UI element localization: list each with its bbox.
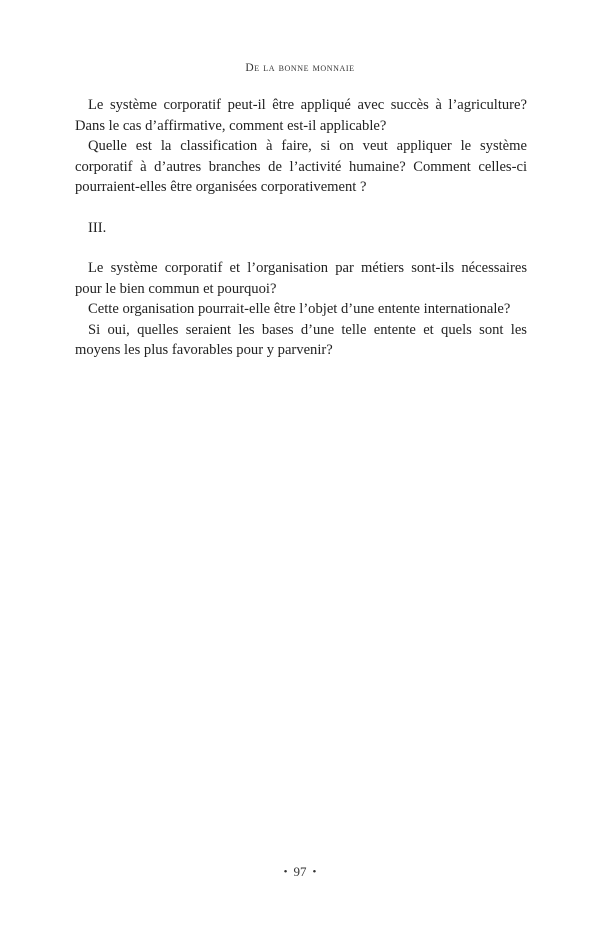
bullet-icon: • [312, 866, 317, 878]
paragraph: Quelle est la classification à faire, si on veut appliquer le système corporatif à d’autres branches de l’activité humaine? Comment celles-ci pourraient-elles être organisées corporativement ? [75, 138, 527, 195]
page-number-footer [0, 864, 600, 880]
running-header: De la bonne monnaie [245, 62, 355, 74]
paragraph: Le système corporatif peut-il être appliqué avec succès à l’agriculture? Dans le cas d’affirmative, comment est-il applicable? [75, 97, 527, 134]
paragraph: Le système corporatif et l’organisation par métiers sont-ils nécessaires pour le bien commun et pourquoi? [75, 260, 527, 297]
bullet-icon: • [283, 866, 288, 878]
section-number: III. [88, 219, 107, 236]
paragraph: Cette organisation pourrait-elle être l’objet d’une entente internationale? [88, 301, 511, 317]
paragraph: Si oui, quelles seraient les bases d’une telle entente et quels sont les moyens les plus favorables pour y parvenir? [75, 321, 527, 358]
page-body [75, 95, 527, 361]
page-number: 97 [293, 864, 307, 879]
